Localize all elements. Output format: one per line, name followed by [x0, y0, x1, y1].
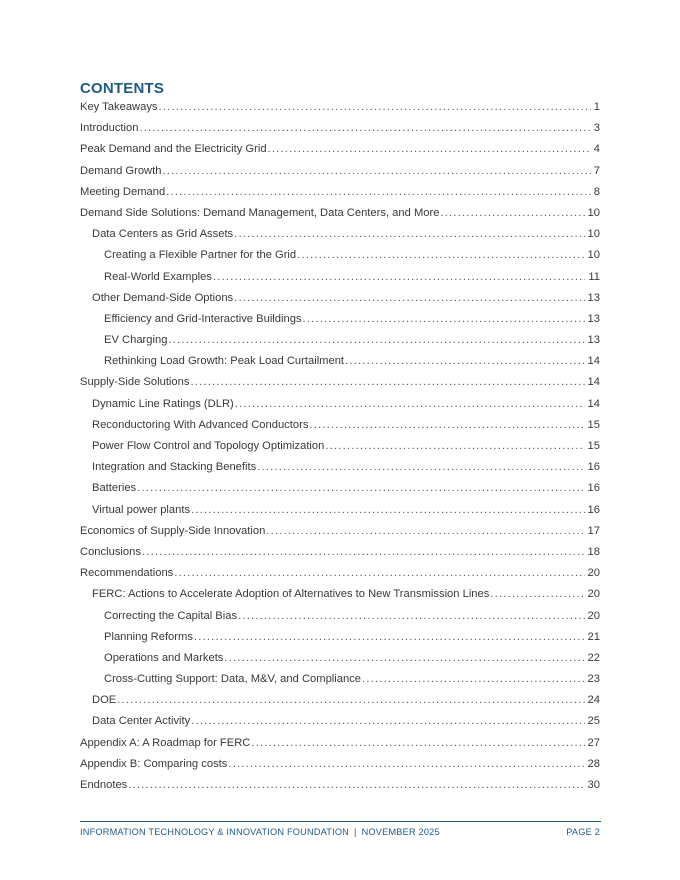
toc-entry-label: Conclusions — [80, 545, 141, 558]
toc-entry-label: Other Demand-Side Options — [92, 291, 234, 304]
toc-entry-label: Data Center Activity — [92, 715, 191, 728]
toc-entry-label: Peak Demand and the Electricity Grid — [80, 143, 267, 156]
toc-entry[interactable] — [80, 436, 600, 457]
toc-leader-dots — [174, 563, 584, 584]
toc-entry-label: Introduction — [80, 122, 139, 135]
toc-entry-page: 24 — [587, 694, 600, 707]
toc-leader-dots — [490, 584, 584, 605]
toc-entry[interactable] — [80, 754, 600, 775]
toc-entry-page: 14 — [587, 355, 600, 368]
toc-leader-dots — [194, 627, 585, 648]
toc-entry-label: Batteries — [92, 482, 137, 495]
toc-entry[interactable] — [80, 182, 600, 203]
toc-entry-label: EV Charging — [104, 334, 168, 347]
toc-leader-dots — [168, 330, 584, 351]
toc-entry-page: 25 — [587, 715, 600, 728]
table-of-contents — [80, 97, 600, 796]
toc-entry-label: Real-World Examples — [104, 270, 212, 283]
toc-entry-page: 28 — [587, 757, 600, 770]
toc-entry[interactable] — [80, 457, 600, 478]
toc-leader-dots — [213, 267, 585, 288]
toc-entry-page: 18 — [587, 545, 600, 558]
toc-entry-label: Virtual power plants — [92, 503, 191, 516]
toc-entry[interactable] — [80, 542, 600, 563]
toc-entry-label: Demand Growth — [80, 164, 162, 177]
toc-entry[interactable] — [80, 224, 600, 245]
footer-date: NOVEMBER 2025 — [361, 827, 440, 837]
toc-entry-page: 14 — [587, 376, 600, 389]
toc-entry[interactable] — [80, 563, 600, 584]
toc-leader-dots — [309, 415, 584, 436]
toc-entry-page: 1 — [593, 101, 600, 113]
toc-leader-dots — [162, 161, 590, 182]
toc-entry-page: 21 — [587, 630, 600, 643]
toc-entry-label: Reconductoring With Advanced Conductors — [92, 418, 309, 431]
toc-entry-page: 13 — [587, 334, 600, 347]
toc-leader-dots — [238, 606, 584, 627]
toc-entry-label: Demand Side Solutions: Demand Management, Data Centers, and More — [80, 206, 440, 219]
toc-entry[interactable] — [80, 584, 600, 605]
toc-leader-dots — [128, 775, 584, 796]
toc-entry-page: 20 — [587, 609, 600, 622]
toc-leader-dots — [325, 436, 584, 457]
toc-entry[interactable] — [80, 775, 600, 796]
toc-entry-page: 10 — [587, 206, 600, 219]
toc-entry[interactable] — [80, 309, 600, 330]
toc-entry[interactable] — [80, 161, 600, 182]
toc-entry[interactable] — [80, 394, 600, 415]
toc-entry-page: 17 — [587, 524, 600, 537]
toc-entry-label: Economics of Supply-Side Innovation — [80, 524, 266, 537]
toc-entry[interactable] — [80, 118, 600, 139]
toc-leader-dots — [266, 521, 584, 542]
footer-publisher — [80, 827, 440, 837]
toc-entry-label: Recommendations — [80, 567, 174, 580]
toc-leader-dots — [303, 309, 585, 330]
toc-leader-dots — [345, 351, 585, 372]
toc-entry[interactable] — [80, 500, 600, 521]
toc-entry[interactable] — [80, 245, 600, 266]
toc-entry[interactable] — [80, 669, 600, 690]
toc-entry-label: Cross-Cutting Support: Data, M&V, and Compliance — [104, 673, 362, 686]
footer-org: INFORMATION TECHNOLOGY & INNOVATION FOUNDATION — [80, 827, 350, 837]
toc-entry[interactable] — [80, 203, 600, 224]
toc-entry-page: 20 — [587, 588, 600, 601]
toc-entry[interactable] — [80, 648, 600, 669]
toc-leader-dots — [191, 711, 584, 732]
toc-entry-page: 11 — [588, 270, 600, 283]
toc-entry[interactable] — [80, 139, 600, 160]
toc-leader-dots — [224, 648, 584, 669]
toc-entry-label: Operations and Markets — [104, 651, 224, 664]
toc-entry[interactable] — [80, 288, 600, 309]
toc-entry[interactable] — [80, 606, 600, 627]
toc-entry-page: 14 — [587, 397, 600, 410]
toc-leader-dots — [190, 372, 584, 393]
toc-entry[interactable] — [80, 627, 600, 648]
toc-entry-page: 10 — [587, 228, 600, 241]
toc-entry-label: Data Centers as Grid Assets — [92, 228, 234, 241]
toc-entry-page: 15 — [587, 418, 600, 431]
toc-entry[interactable] — [80, 330, 600, 351]
toc-entry-label: Appendix A: A Roadmap for FERC — [80, 736, 251, 749]
toc-leader-dots — [117, 690, 584, 711]
toc-leader-dots — [362, 669, 585, 690]
toc-entry-label: Integration and Stacking Benefits — [92, 461, 257, 474]
toc-entry-page: 20 — [587, 567, 600, 580]
toc-entry-label: Planning Reforms — [104, 630, 193, 643]
toc-leader-dots — [234, 224, 584, 245]
toc-entry-page: 30 — [587, 779, 600, 791]
toc-entry-page: 23 — [587, 673, 600, 686]
toc-entry-label: Meeting Demand — [80, 185, 166, 198]
page-title: CONTENTS — [80, 80, 165, 97]
toc-leader-dots — [234, 288, 584, 309]
toc-entry-page: 22 — [587, 651, 600, 664]
footer-separator: | — [354, 827, 357, 837]
toc-leader-dots — [191, 500, 584, 521]
toc-leader-dots — [297, 245, 584, 266]
toc-entry-label: Power Flow Control and Topology Optimization — [92, 440, 325, 452]
toc-entry-label: Efficiency and Grid-Interactive Buildings — [104, 312, 302, 325]
toc-entry[interactable] — [80, 415, 600, 436]
toc-entry-page: 15 — [587, 440, 600, 452]
toc-entry-page: 13 — [587, 291, 600, 304]
toc-entry[interactable] — [80, 267, 600, 288]
toc-entry-label: Appendix B: Comparing costs — [80, 757, 228, 770]
toc-entry-label: Supply-Side Solutions — [80, 376, 190, 389]
toc-leader-dots — [139, 118, 590, 139]
toc-entry[interactable] — [80, 711, 600, 732]
toc-leader-dots — [159, 97, 591, 118]
toc-leader-dots — [257, 457, 584, 478]
toc-entry-label: Dynamic Line Ratings (DLR) — [92, 397, 234, 410]
toc-entry[interactable] — [80, 351, 600, 372]
toc-entry[interactable] — [80, 690, 600, 711]
toc-entry-page: 27 — [587, 736, 600, 749]
toc-entry-label: DOE — [92, 694, 117, 707]
toc-entry[interactable] — [80, 372, 600, 393]
toc-leader-dots — [268, 139, 591, 160]
toc-entry-page: 16 — [587, 461, 600, 474]
toc-entry[interactable] — [80, 521, 600, 542]
toc-entry-label: Correcting the Capital Bias — [104, 609, 238, 622]
footer-page-number: PAGE 2 — [566, 827, 600, 837]
toc-entry-page: 16 — [587, 503, 600, 516]
toc-leader-dots — [228, 754, 584, 775]
toc-leader-dots — [235, 394, 585, 415]
toc-entry-page: 3 — [593, 122, 600, 135]
toc-entry-page: 4 — [593, 143, 600, 156]
toc-leader-dots — [142, 542, 585, 563]
toc-entry-label: Key Takeaways — [80, 101, 158, 113]
footer-divider — [80, 821, 601, 822]
toc-leader-dots — [166, 182, 591, 203]
toc-entry-page: 13 — [587, 312, 600, 325]
toc-entry-page: 16 — [587, 482, 600, 495]
toc-entry-label: FERC: Actions to Accelerate Adoption of Alternatives to New Transmission Lines — [92, 588, 490, 601]
toc-entry-page: 8 — [593, 185, 600, 198]
toc-entry-page: 7 — [593, 164, 600, 177]
toc-entry[interactable] — [80, 478, 600, 499]
toc-entry-label: Rethinking Load Growth: Peak Load Curtailment — [104, 355, 345, 368]
toc-entry-label: Endnotes — [80, 779, 128, 791]
toc-entry-page: 10 — [587, 249, 600, 262]
toc-leader-dots — [440, 203, 584, 224]
toc-entry[interactable] — [80, 733, 600, 754]
toc-entry[interactable] — [80, 97, 600, 118]
toc-entry-label: Creating a Flexible Partner for the Grid — [104, 249, 297, 262]
toc-leader-dots — [137, 478, 584, 499]
toc-leader-dots — [251, 733, 584, 754]
